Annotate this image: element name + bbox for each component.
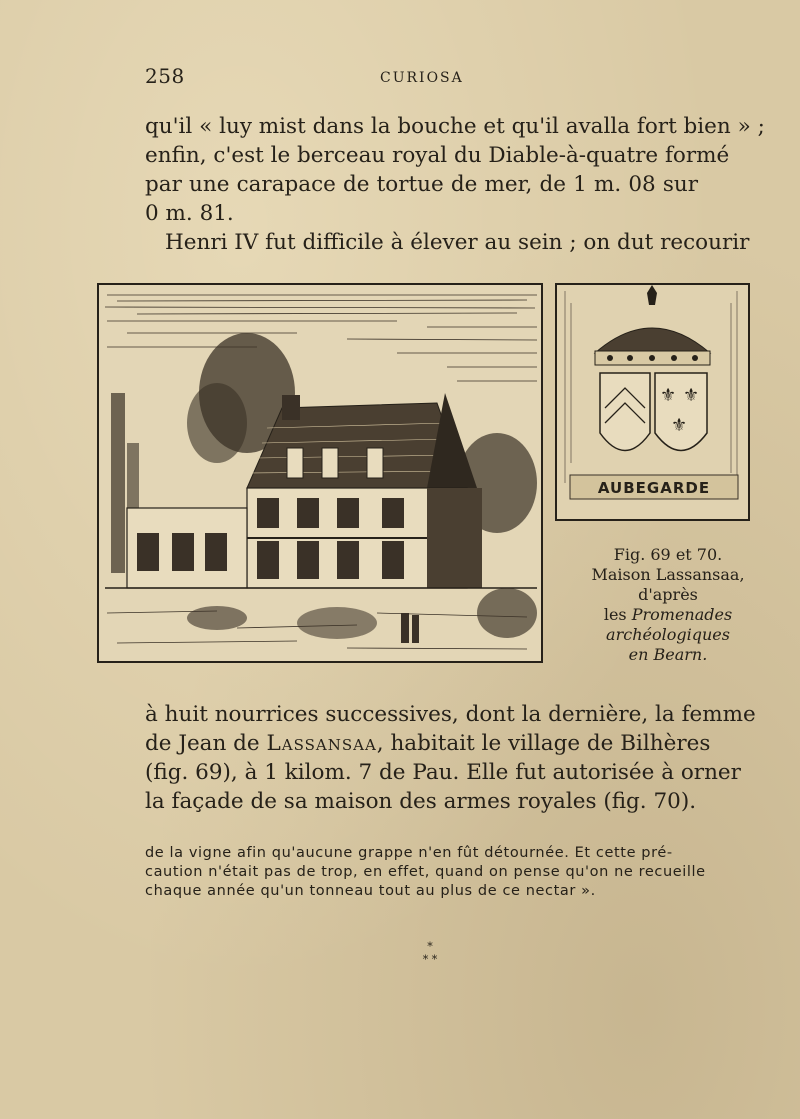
footnote-line: caution n'était pas de trop, en effet, quand on pense qu'on ne recueille [145,864,706,880]
text-line: à huit nourrices successives, dont la dernière, la femme [145,702,756,727]
caption-italic: en Bearn. [628,645,708,664]
caption-italic: Promenades [631,605,733,624]
paragraph-1 [145,112,765,228]
paragraph-2 [145,228,750,257]
caption-line [576,645,760,665]
svg-text:⚜: ⚜ [660,385,677,406]
svg-text:⚜: ⚜ [671,415,688,436]
running-head: CURIOSA [380,70,464,86]
svg-text:⚜: ⚜ [683,385,700,406]
footnote [145,844,706,901]
person-name: Lassansaa [266,731,377,756]
arms-inscription: AUBEGARDE [597,479,711,497]
text-line: qu'il « luy mist dans la bouche et qu'il avalla fort bien » ; [145,114,765,139]
asterism-bottom: * * [422,953,438,966]
text-line: la façade de sa maison des armes royales (fig. 70). [145,789,697,814]
asterism [400,940,460,966]
royal-arms-illustration [555,283,750,521]
asterism-top: * [427,940,433,953]
paragraph-3 [145,700,756,816]
text-line: (fig. 69), à 1 kilom. 7 de Pau. Elle fut autorisée à orner [145,760,741,785]
text-segment: de Jean de [145,731,267,756]
caption-line: Fig. 69 et 70. [613,545,723,564]
house-engraving-illustration [97,283,543,663]
caption-line: d'après [638,585,698,604]
caption-line: Maison Lassansaa, [591,565,745,584]
text-line [145,729,711,758]
footnote-line: chaque année qu'un tonneau tout au plus de ce nectar ». [145,883,596,899]
footnote-line: de la vigne afin qu'aucune grappe n'en fût détournée. Et cette pré- [145,845,673,861]
figure-caption [576,545,760,665]
text-line: Henri IV fut difficile à élever au sein ; on dut recourir [165,230,750,255]
text-line: 0 m. 81. [145,201,234,226]
page-number: 258 [145,64,185,88]
text-line: par une carapace de tortue de mer, de 1 m. 08 sur [145,172,698,197]
caption-line [576,625,760,645]
text-line: enfin, c'est le berceau royal du Diable-à-quatre formé [145,143,730,168]
caption-line [576,605,760,625]
caption-italic: archéologiques [606,625,730,644]
caption-text: les [603,605,632,624]
text-segment: , habitait le village de Bilhères [376,731,711,756]
